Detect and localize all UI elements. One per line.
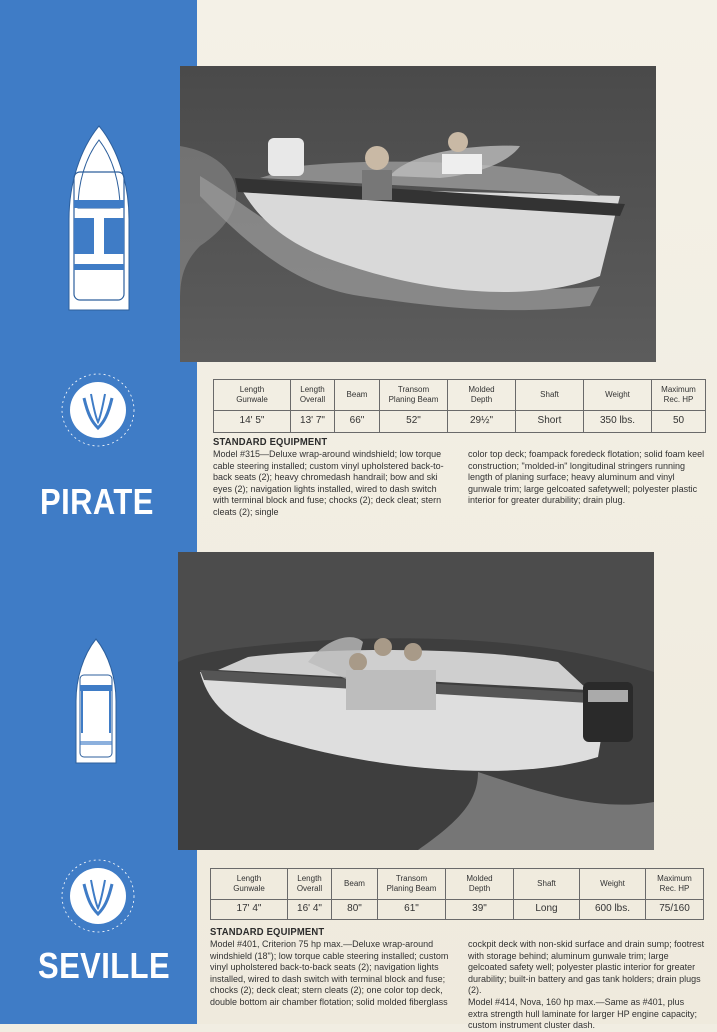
pirate-equipment-col1 (213, 449, 453, 519)
seville-length-overall: 16' 4" (288, 899, 332, 919)
header-length-overall: Length Overall (288, 869, 332, 900)
seville-model-name: SEVILLE (38, 945, 171, 986)
pirate-beam: 66" (335, 410, 380, 432)
header-weight: Weight (580, 869, 646, 900)
pirate-molded-depth: 29½" (448, 410, 516, 432)
seville-equipment-col1 (210, 939, 450, 1009)
header-transom: Transom Planing Beam (378, 869, 446, 900)
seville-equipment-text-2a: cockpit deck with non-skid surface and drain sump; footrest with storage behind; aluminum gunwale trim; large gelcoated safety well; polyester plastic interior for greater durability; built-in battery and gas tank holders; drain plugs (2). (468, 939, 705, 996)
seville-beam: 80" (332, 899, 378, 919)
pirate-max-hp: 50 (652, 410, 706, 432)
seville-hallmark-seal-icon (58, 856, 138, 936)
pirate-spec-table (213, 379, 706, 433)
pirate-shaft: Short (516, 410, 584, 432)
header-weight: Weight (584, 380, 652, 411)
header-length-overall: Length Overall (291, 380, 335, 411)
header-length-gunwale: Length Gunwale (214, 380, 291, 411)
seville-equipment-text-1: Model #401, Criterion 75 hp max.—Deluxe wrap-around windshield (18"); low torque cable steering installed; custom vinyl upholstered back-to-back seats (2); navigation lights installed, wired to dash switch with terminal block and fuse; chocks (2); deck cleat; stern cleats (2); one color top deck, double bottom air chamber flotation; solid molded fiberglass (210, 939, 449, 1007)
header-beam: Beam (332, 869, 378, 900)
header-molded-depth: Molded Depth (448, 380, 516, 411)
seville-transom: 61" (378, 899, 446, 919)
header-shaft: Shaft (516, 380, 584, 411)
pirate-transom: 52" (380, 410, 448, 432)
seville-hull-icon (74, 637, 118, 765)
header-molded-depth: Molded Depth (446, 869, 514, 900)
pirate-weight: 350 lbs. (584, 410, 652, 432)
pirate-length-gunwale: 14' 5" (214, 410, 291, 432)
pirate-model-name: PIRATE (40, 481, 154, 522)
pirate-hull-icon (66, 124, 132, 314)
pirate-equipment-title: STANDARD EQUIPMENT (213, 436, 328, 448)
header-beam: Beam (335, 380, 380, 411)
header-shaft: Shaft (514, 869, 580, 900)
header-max-hp: Maximum Rec. HP (652, 380, 706, 411)
seville-max-hp: 75/160 (646, 899, 704, 919)
pirate-equipment-text-2: color top deck; foampack foredeck flotation; solid foam keel construction; "molded-in" longitudinal stringers running length of planing surface; heavy aluminum and vinyl gunwale trim; large gelcoated safetywell; polyester plastic interior for greater durability; drain plug. (468, 449, 705, 506)
seville-weight: 600 lbs. (580, 899, 646, 919)
header-length-gunwale: Length Gunwale (211, 869, 288, 900)
header-max-hp: Maximum Rec. HP (646, 869, 704, 900)
pirate-boat-photo (180, 66, 656, 362)
seville-equipment-title: STANDARD EQUIPMENT (210, 926, 325, 938)
seville-molded-depth: 39" (446, 899, 514, 919)
seville-length-gunwale: 17' 4" (211, 899, 288, 919)
seville-equipment-col2 (468, 939, 706, 1032)
pirate-equipment-col2 (468, 449, 706, 507)
pirate-equipment-text-1: Model #315—Deluxe wrap-around windshield; low torque cable steering installed; custom vinyl upholstered back-to-back seats (2); heavy chromedash handrail; bow and ski eyes (2); navigation lights installed, wired to dash switch with terminal block and fuse; chocks (2); deck cleat; stern cleats (2); single (213, 449, 444, 517)
pirate-length-overall: 13' 7" (291, 410, 335, 432)
header-transom: Transom Planing Beam (380, 380, 448, 411)
pirate-hallmark-seal-icon (58, 370, 138, 450)
seville-spec-table (210, 868, 704, 920)
seville-boat-photo (178, 552, 654, 850)
seville-shaft: Long (514, 899, 580, 919)
seville-equipment-text-2b: Model #414, Nova, 160 hp max.—Same as #401, plus extra strength hull laminate for larger HP engine capacity; custom instrument cluster dash. (468, 996, 697, 1031)
